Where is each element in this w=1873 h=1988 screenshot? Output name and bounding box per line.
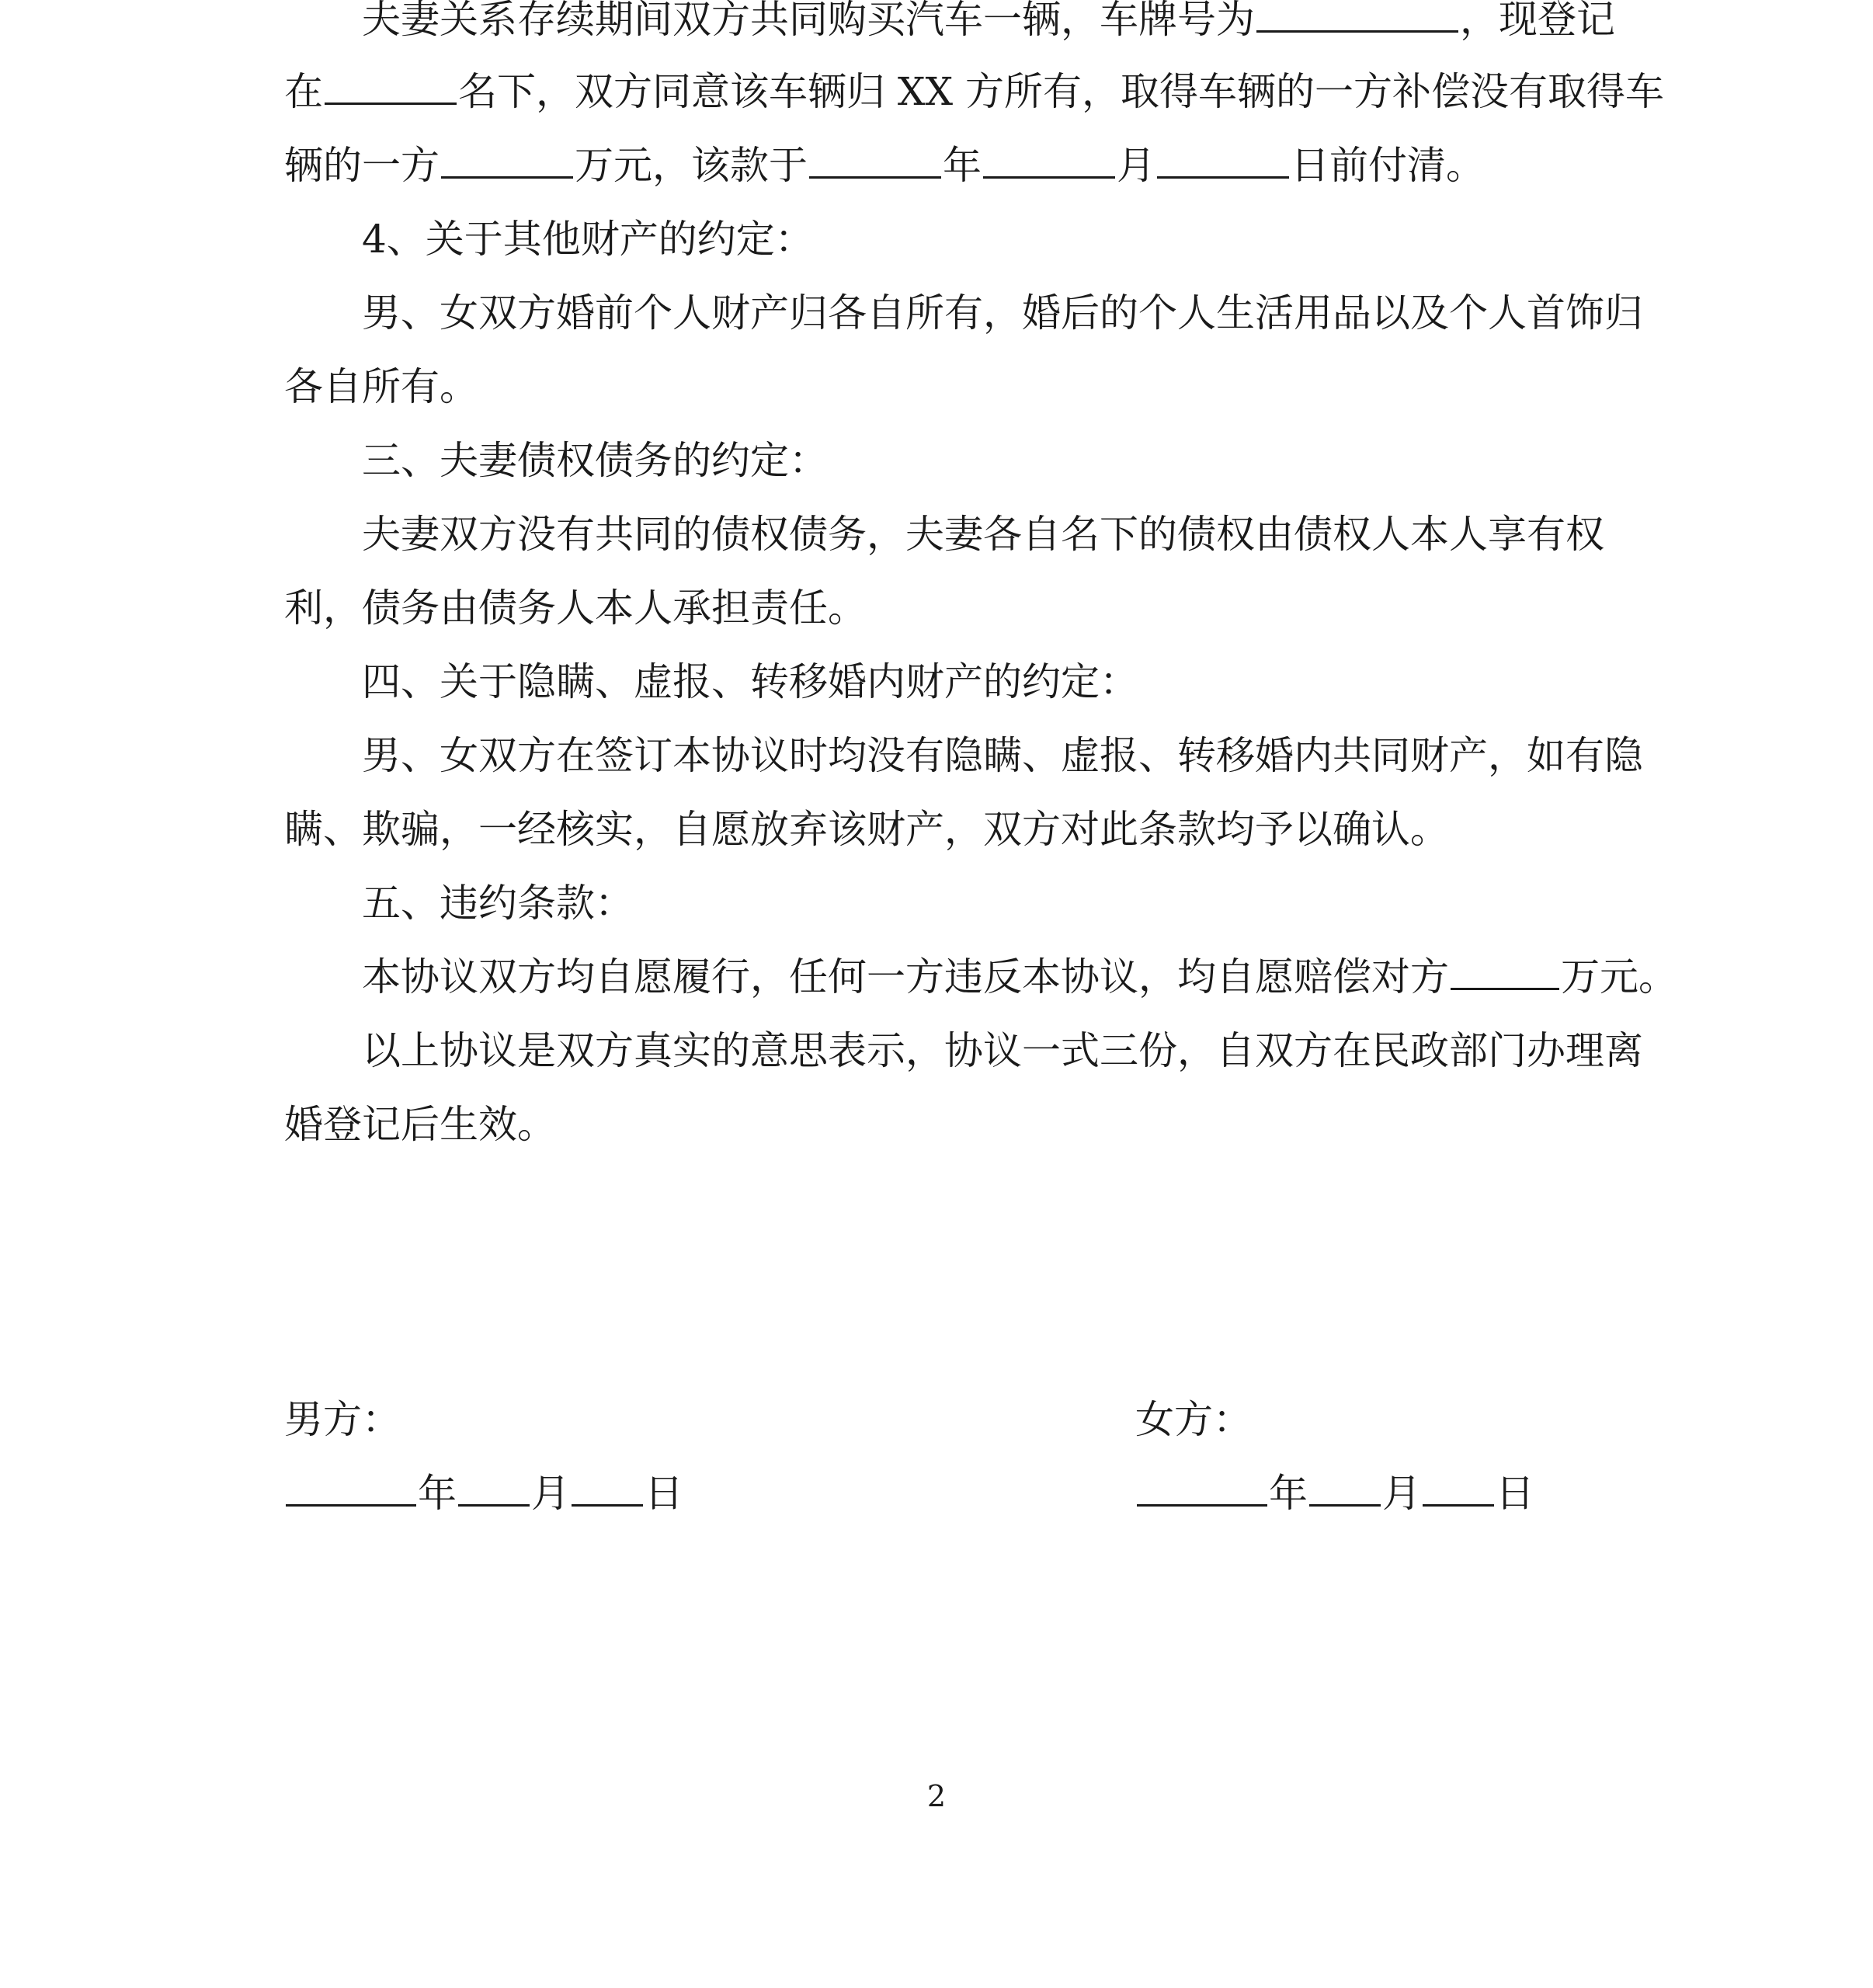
female-month-blank[interactable] [1309, 1470, 1381, 1507]
female-signature-label: 女方： [1135, 1397, 1252, 1442]
female-year-label: 年 [1269, 1471, 1308, 1516]
debts-heading: 三、夫妻债权债务的约定： [362, 438, 828, 483]
payment-year-blank[interactable] [809, 142, 941, 179]
concealment-body-1: 男、女双方在签订本协议时均没有隐瞒、虚报、转移婚内共同财产，如有隐 [362, 733, 1643, 778]
vehicle-text: 日前付清。 [1291, 143, 1485, 188]
female-date-line [1135, 1470, 1534, 1517]
vehicle-text: 辆的一方 [284, 143, 440, 188]
female-month-label: 月 [1382, 1471, 1421, 1516]
female-day-label: 日 [1496, 1471, 1534, 1516]
vehicle-text: 年 [943, 143, 982, 188]
vehicle-text: 名下，双方同意该车辆归 XX 方所有，取得车辆的一方补偿没有取得车 [458, 69, 1664, 114]
male-date-line [284, 1470, 683, 1517]
female-day-blank[interactable] [1423, 1470, 1494, 1507]
concealment-body-2: 瞒、欺骗，一经核实，自愿放弃该财产，双方对此条款均予以确认。 [284, 807, 1449, 852]
male-signature-label: 男方： [284, 1397, 401, 1442]
vehicle-text: 在 [284, 69, 323, 114]
male-month-label: 月 [531, 1471, 570, 1516]
compensation-amount-blank[interactable] [441, 142, 573, 179]
male-day-label: 日 [645, 1471, 683, 1516]
payment-month-blank[interactable] [983, 142, 1115, 179]
female-year-blank[interactable] [1137, 1470, 1267, 1507]
vehicle-text: 万元，该款于 [575, 143, 808, 188]
male-month-blank[interactable] [458, 1470, 530, 1507]
other-property-body-2: 各自所有。 [284, 364, 478, 409]
breach-heading: 五、违约条款： [362, 881, 634, 926]
registrant-blank[interactable] [325, 68, 457, 105]
closing-line-1: 以上协议是双方真实的意思表示，协议一式三份，自双方在民政部门办理离 [362, 1028, 1643, 1073]
debts-body-1: 夫妻双方没有共同的债权债务，夫妻各自名下的债权由债权人本人享有权 [362, 512, 1604, 557]
debts-body-2: 利，债务由债务人本人承担责任。 [284, 586, 867, 631]
breach-amount-blank[interactable] [1451, 954, 1559, 990]
page-number: 2 [926, 1779, 947, 1813]
breach-text: 本协议双方均自愿履行，任何一方违反本协议，均自愿赔偿对方 [362, 954, 1449, 999]
concealment-heading: 四、关于隐瞒、虚报、转移婚内财产的约定： [362, 659, 1138, 704]
payment-day-blank[interactable] [1157, 142, 1289, 179]
breach-text: 万元。 [1561, 954, 1677, 999]
plate-number-blank[interactable] [1256, 0, 1458, 33]
vehicle-text: 夫妻关系存续期间双方共同购买汽车一辆，车牌号为 [362, 0, 1255, 42]
closing-line-2: 婚登记后生效。 [284, 1102, 556, 1147]
vehicle-clause-line-1 [362, 0, 1615, 43]
vehicle-text: ，现登记 [1460, 0, 1615, 42]
male-year-label: 年 [418, 1471, 457, 1516]
other-property-body-1: 男、女双方婚前个人财产归各自所有，婚后的个人生活用品以及个人首饰归 [362, 290, 1643, 335]
male-day-blank[interactable] [572, 1470, 643, 1507]
vehicle-clause-line-2 [284, 68, 1664, 115]
vehicle-clause-line-3 [284, 142, 1485, 189]
breach-body [362, 954, 1677, 1000]
other-property-heading: 4、关于其他财产的约定： [362, 217, 814, 262]
vehicle-text: 月 [1117, 143, 1155, 188]
male-year-blank[interactable] [286, 1470, 416, 1507]
